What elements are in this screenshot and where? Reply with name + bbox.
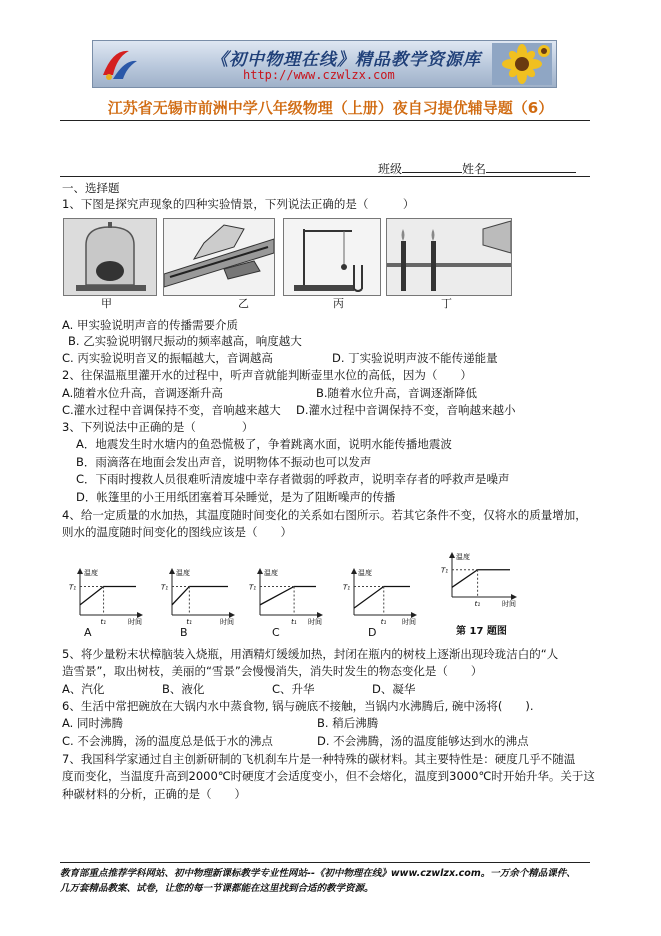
figure-candle-speaker [386,218,512,296]
graph-c-t1-label: T₁ [249,583,257,592]
name-field[interactable] [486,161,576,173]
info-divider [60,176,590,177]
q2-option-d: D.灌水过程中音调保持不变，音响越来越小 [296,403,516,417]
footer-divider [60,862,590,863]
q7-stem-line1: 7、我国科学家通过自主创新研制的飞机刹车片是一种特殊的碳材料。其主要特性是：硬度几乎不随温 [62,752,576,766]
q6-option-c: C. 不会沸腾，汤的温度总是低于水的沸点 [62,734,273,748]
graph-d-x-label: 时间 [402,618,416,626]
graph-b-t1-label: T₁ [161,583,169,592]
q3-option-b: B．雨滴落在地面会发出声音，说明物体不振动也可以发声 [76,455,372,469]
graph-label-a: A [84,626,92,639]
name-label: 姓名 [462,162,487,176]
fig-label-bing: 丙 [333,297,344,310]
graph-d-curve [354,586,410,608]
header-banner [92,40,557,88]
q1-option-b: B. 乙实验说明钢尺振动的频率越高，响度越大 [68,334,302,348]
graph-d-y-label: 温度 [358,569,372,577]
q2-option-c: C.灌水过程中音调保持不变，音响越来越大 [62,403,281,417]
graph-reference-curve [452,570,510,588]
q1-option-d: D. 丁实验说明声波不能传递能量 [332,351,498,365]
figure-steel-ruler [163,218,275,296]
q7-stem-line2: 度而变化，当温度升高到2000℃时硬度才会适度变小，但不会熔化，温度到3000℃时开始升华。关于这 [62,769,595,783]
graph-c-curve [260,586,316,604]
q1-option-a: A. 甲实验说明声音的传播需要介质 [62,318,238,332]
q3-option-d: D．帐篷里的小王用纸团塞着耳朵睡觉，是为了阻断噪声的传播 [76,490,396,504]
q3-stem: 3、下列说法中正确的是（ ） [62,420,254,434]
graph-a-y-label: 温度 [84,569,98,577]
graph-c-time-t1-label: t₁ [291,618,297,626]
banner-title: 《初中物理在线》精品教学资源库 [211,50,481,70]
graph-b-curve [172,586,228,604]
graph-c-x-label: 时间 [308,618,322,626]
graph-a-time-t1-label: t₁ [100,618,107,626]
graph-b-y-label: 温度 [176,569,190,577]
q6-stem: 6、生活中常把碗放在大锅内水中蒸食物, 锅与碗底不接触，当锅内水沸腾后, 碗中汤将( ). [62,699,534,713]
graph-label-c: C [272,626,280,639]
fig-label-jia: 甲 [101,297,112,310]
q4-stem-line2: 则水的温度随时间变化的图线应该是（ ） [62,525,292,539]
graph-b-time-t1-label: t₁ [186,618,192,626]
q7-stem-line3: 种碳材料的分析，正确的是（ ） [62,787,246,801]
document-title: 江苏省无锡市前洲中学八年级物理（上册）夜自习提优辅导题（6） [107,99,554,117]
fig-label-yi: 乙 [238,297,249,310]
graph-b-x-label: 时间 [220,618,234,626]
q2-stem: 2、往保温瓶里灌开水的过程中，听声音就能判断壶里水位的高低，因为（ ） [62,368,472,382]
q3-option-a: A．地震发生时水塘内的鱼恐慌极了，争着跳离水面，说明水能传播地震波 [76,437,452,451]
q6-option-a: A. 同时沸腾 [62,716,123,730]
graph-c-y-label: 温度 [264,569,278,577]
q5-option-c: C、升华 [272,682,315,696]
sunflower-icon [492,43,552,85]
figure-tuning-fork [283,218,381,296]
q1-option-c: C. 丙实验说明音叉的振幅越大，音调越高 [62,351,273,365]
footer [60,866,576,896]
graph-reference-x-label: 时间 [502,600,516,608]
ref-graph-caption: 第 17 题图 [456,626,507,637]
class-field[interactable] [402,161,462,173]
class-label: 班级 [378,162,403,176]
q5-stem-line1: 5、将少量粉末状樟脑装入烧瓶，用酒精灯缓缓加热，封闭在瓶内的树枝上逐渐出现玲珑洁白的“人 [62,647,559,661]
banner-url[interactable]: http://www.czwlzx.com [243,68,395,82]
graph-a-curve [80,586,136,604]
q6-option-b: B. 稍后沸腾 [317,716,379,730]
graph-reference-time-t1-label: t₁ [474,600,481,608]
fig-label-ding: 丁 [441,297,452,310]
graph-reference-t1-label: T₁ [441,566,449,575]
graph-a-x-label: 时间 [128,618,142,626]
q1-stem: 1、下图是探究声现象的四种实验情景，下列说法正确的是（ ） [62,197,415,211]
q2-option-b: B.随着水位升高，音调逐渐降低 [316,386,478,400]
footer-line-2: 几万套精品教案、试卷，让您的每一节课都能在这里找到合适的教学资源。 [60,883,374,894]
graph-d-t1-label: T₁ [343,583,351,592]
graph-a-t1-label: T₁ [69,583,77,592]
title-divider [60,120,590,121]
footer-line-1: 教育部重点推荐学科网站、初中物理新课标教学专业性网站--《初中物理在线》www.czwlzx.com。一万余个精品课件、 [60,868,576,879]
section-heading: 一、选择题 [62,181,120,195]
student-info-fields [378,161,576,176]
graph-label-b: B [180,626,188,639]
graph-reference-y-label: 温度 [456,553,470,561]
site-logo-icon [99,45,139,83]
graph-d-time-t1-label: t₁ [380,618,387,626]
q5-option-b: B、液化 [162,682,205,696]
q5-option-d: D、凝华 [372,682,416,696]
graph-label-d: D [368,626,377,639]
q4-stem-line1: 4、给一定质量的水加热，其温度随时间变化的关系如右图所示。若其它条件不变，仅将水的质量增加， [62,508,587,522]
q4-graphs [60,545,590,640]
q3-option-c: C．下雨时搜救人员很难听清废墟中幸存者微弱的呼救声，说明幸存者的呼救声是噪声 [76,472,510,486]
q2-option-a: A.随着水位升高，音调逐渐升高 [62,386,223,400]
figure-bell-jar [63,218,157,296]
q5-option-a: A、汽化 [62,682,105,696]
q6-option-d: D. 不会沸腾，汤的温度能够达到水的沸点 [317,734,529,748]
q5-stem-line2: 造雪景”，取出树枝，美丽的“雪景”会慢慢消失，消失时发生的物态变化是（ ） [62,664,483,678]
